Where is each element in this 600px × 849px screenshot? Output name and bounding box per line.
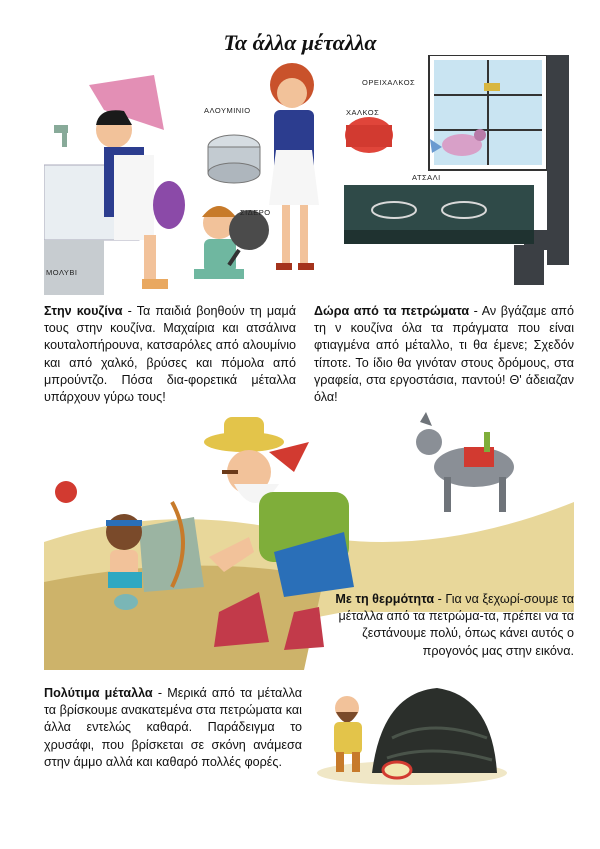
label-iron: ΣΙΔΕΡΟ [240,208,271,217]
copper-pot [345,117,393,153]
crucible [383,762,411,778]
label-copper: ΧΑΛΚΟΣ [346,108,380,117]
rock [139,517,204,592]
furnace-scene [312,678,512,786]
paragraph-heat [334,591,574,660]
caveman [334,696,362,772]
text-heat: - Για να ξεχωρί-σουμε τα μέταλλα από τα πετρώμα-τα, πρέπει να τα ζεστάνουμε πολύ, όπως κάνει αυτός ο προγονός μας στην εικόνα. [338,592,574,658]
donkey [416,412,514,512]
mother [269,63,319,270]
page-title: Τα άλλα μέταλλα [223,30,377,55]
heading-heat: Με τη θερμότητα [335,592,435,606]
furnace-illustration [312,678,512,786]
brass-handle [484,83,500,91]
label-steel: ΑΤΣΑΛΙ [412,173,441,182]
paragraph-precious [44,685,302,771]
paragraph-gifts [314,303,574,406]
label-lead: ΜΟΛΥΒΙ [46,268,78,277]
kitchen-illustration [44,55,574,295]
stove [344,185,534,244]
label-aluminium: ΑΛΟΥΜΙΝΙΟ [204,106,251,115]
text-gifts: - Αν βγάζαμε από τη ν κουζίνα όλα τα πράγματα που είναι φτιαγμένα από μέταλλο, τι θα έμενε; Σχεδόν τίποτε. Το ίδιο θα γινόταν στους δρόμους, στα γραφεία, στα εργοστάσια, παντού! Θ' άδειαζαν όλα! [314,304,574,405]
red-ball [55,481,77,503]
heading-kitchen: Στην κουζίνα [44,304,123,318]
aluminium-pot [208,135,260,183]
window [429,55,547,170]
text-precious: - Μερικά από τα μέταλλα τα βρίσκουμε ανακατεμένα στα πετρώματα και άλλα εντελώς καθαρά. Παράδειγμα το χρυσάφι, που βρίσκεται σε σκόνη ανάμεσα στην άμμο αλλά και καθαρό πολλές φορές. [44,686,302,769]
charcoal-mound [372,688,497,773]
label-brass: ΟΡΕΙΧΑΛΚΟΣ [362,78,416,87]
text-kitchen: - Τα παιδιά βοηθούν τη μαμά τους στην κουζίνα. Μαχαίρια και ατσάλινα κουταλοπήρουνα, κατσαρόλες από αλουμίνιο και από χαλκό, βρύσες και πόμολα από μπρούντζο. Πόσα δια-φορετικά μέταλλα υπάρχουν γύρω τους! [44,304,296,405]
heading-precious: Πολύτιμα μέταλλα [44,686,153,700]
kitchen-scene [44,55,574,295]
paragraph-kitchen [44,303,296,406]
heading-gifts: Δώρα από τα πετρώματα [314,304,470,318]
